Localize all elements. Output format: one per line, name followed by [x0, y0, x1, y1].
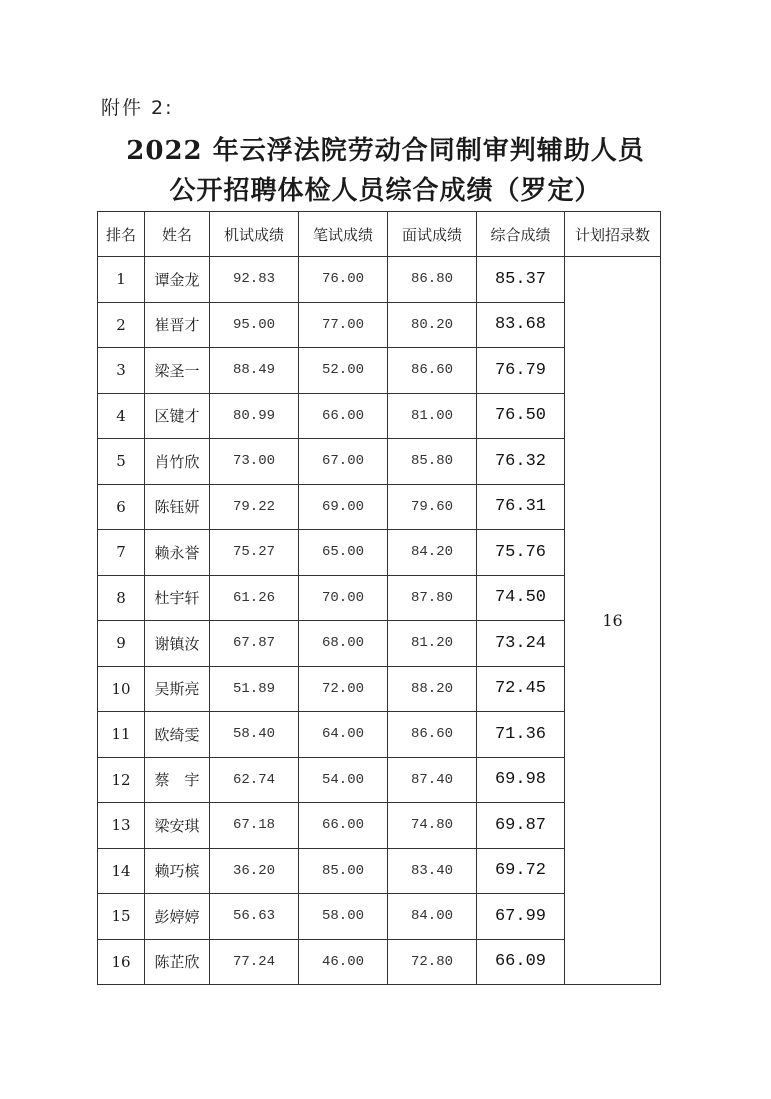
- cell-machine-score: 73.00: [210, 439, 299, 485]
- cell-machine-score: 75.27: [210, 530, 299, 576]
- document-title-line1: 2022 年云浮法院劳动合同制审判辅助人员: [126, 136, 645, 166]
- cell-name: 赖巧槟: [145, 848, 210, 894]
- cell-rank: 14: [98, 848, 145, 894]
- cell-total-score: 69.87: [477, 803, 565, 849]
- cell-written-score: 67.00: [299, 439, 388, 485]
- cell-rank: 15: [98, 894, 145, 940]
- cell-rank: 7: [98, 530, 145, 576]
- cell-name: 梁圣一: [145, 348, 210, 394]
- cell-rank: 5: [98, 439, 145, 485]
- header-rank: 排名: [98, 212, 145, 257]
- cell-total-score: 76.79: [477, 348, 565, 394]
- cell-name: 谢镇汝: [145, 621, 210, 667]
- cell-interview-score: 84.20: [388, 530, 477, 576]
- cell-rank: 4: [98, 393, 145, 439]
- table-body: [98, 257, 661, 985]
- cell-plan-count: 16: [565, 257, 661, 985]
- cell-total-score: 69.98: [477, 757, 565, 803]
- cell-total-score: 83.68: [477, 302, 565, 348]
- score-table: [97, 211, 661, 985]
- cell-rank: 1: [98, 257, 145, 303]
- cell-name: 杜宇轩: [145, 575, 210, 621]
- cell-name: 吴斯亮: [145, 666, 210, 712]
- cell-name: 谭金龙: [145, 257, 210, 303]
- cell-interview-score: 83.40: [388, 848, 477, 894]
- cell-total-score: 71.36: [477, 712, 565, 758]
- cell-interview-score: 74.80: [388, 803, 477, 849]
- header-interview-score: 面试成绩: [388, 212, 477, 257]
- cell-total-score: 72.45: [477, 666, 565, 712]
- attachment-label: 附件 2:: [101, 97, 174, 119]
- cell-written-score: 46.00: [299, 939, 388, 985]
- cell-written-score: 70.00: [299, 575, 388, 621]
- cell-total-score: 76.50: [477, 393, 565, 439]
- cell-machine-score: 80.99: [210, 393, 299, 439]
- cell-name: 区键才: [145, 393, 210, 439]
- cell-written-score: 69.00: [299, 484, 388, 530]
- cell-written-score: 85.00: [299, 848, 388, 894]
- cell-machine-score: 56.63: [210, 894, 299, 940]
- cell-rank: 2: [98, 302, 145, 348]
- cell-interview-score: 88.20: [388, 666, 477, 712]
- cell-machine-score: 51.89: [210, 666, 299, 712]
- cell-total-score: 69.72: [477, 848, 565, 894]
- cell-written-score: 54.00: [299, 757, 388, 803]
- cell-rank: 10: [98, 666, 145, 712]
- cell-total-score: 66.09: [477, 939, 565, 985]
- cell-name: 崔晋才: [145, 302, 210, 348]
- cell-rank: 11: [98, 712, 145, 758]
- cell-total-score: 73.24: [477, 621, 565, 667]
- cell-interview-score: 81.00: [388, 393, 477, 439]
- cell-interview-score: 84.00: [388, 894, 477, 940]
- cell-interview-score: 72.80: [388, 939, 477, 985]
- cell-interview-score: 80.20: [388, 302, 477, 348]
- cell-total-score: 75.76: [477, 530, 565, 576]
- cell-written-score: 66.00: [299, 393, 388, 439]
- header-total-score: 综合成绩: [477, 212, 565, 257]
- cell-interview-score: 87.80: [388, 575, 477, 621]
- document-title-line2: 公开招聘体检人员综合成绩（罗定）: [169, 176, 602, 206]
- cell-interview-score: 85.80: [388, 439, 477, 485]
- cell-rank: 9: [98, 621, 145, 667]
- cell-interview-score: 81.20: [388, 621, 477, 667]
- cell-written-score: 77.00: [299, 302, 388, 348]
- cell-total-score: 76.31: [477, 484, 565, 530]
- cell-machine-score: 95.00: [210, 302, 299, 348]
- header-machine-score: 机试成绩: [210, 212, 299, 257]
- cell-total-score: 85.37: [477, 257, 565, 303]
- cell-interview-score: 87.40: [388, 757, 477, 803]
- cell-name: 赖永誉: [145, 530, 210, 576]
- cell-rank: 12: [98, 757, 145, 803]
- cell-written-score: 76.00: [299, 257, 388, 303]
- cell-name: 彭婷婷: [145, 894, 210, 940]
- cell-interview-score: 86.60: [388, 712, 477, 758]
- cell-name: 肖竹欣: [145, 439, 210, 485]
- cell-machine-score: 67.18: [210, 803, 299, 849]
- cell-machine-score: 79.22: [210, 484, 299, 530]
- cell-written-score: 68.00: [299, 621, 388, 667]
- cell-name: 陈芷欣: [145, 939, 210, 985]
- cell-total-score: 74.50: [477, 575, 565, 621]
- header-plan-count: 计划招录数: [565, 212, 661, 257]
- cell-machine-score: 62.74: [210, 757, 299, 803]
- cell-written-score: 58.00: [299, 894, 388, 940]
- cell-total-score: 76.32: [477, 439, 565, 485]
- cell-written-score: 66.00: [299, 803, 388, 849]
- cell-rank: 16: [98, 939, 145, 985]
- cell-machine-score: 61.26: [210, 575, 299, 621]
- cell-interview-score: 86.60: [388, 348, 477, 394]
- cell-rank: 13: [98, 803, 145, 849]
- cell-machine-score: 58.40: [210, 712, 299, 758]
- cell-name: 陈钰妍: [145, 484, 210, 530]
- table-row: [98, 257, 661, 303]
- cell-rank: 6: [98, 484, 145, 530]
- header-name: 姓名: [145, 212, 210, 257]
- cell-name: 梁安琪: [145, 803, 210, 849]
- cell-total-score: 67.99: [477, 894, 565, 940]
- cell-machine-score: 36.20: [210, 848, 299, 894]
- cell-machine-score: 88.49: [210, 348, 299, 394]
- cell-written-score: 65.00: [299, 530, 388, 576]
- cell-written-score: 52.00: [299, 348, 388, 394]
- cell-machine-score: 92.83: [210, 257, 299, 303]
- cell-name: 蔡 宇: [145, 757, 210, 803]
- cell-rank: 8: [98, 575, 145, 621]
- cell-interview-score: 79.60: [388, 484, 477, 530]
- cell-machine-score: 77.24: [210, 939, 299, 985]
- header-written-score: 笔试成绩: [299, 212, 388, 257]
- cell-written-score: 64.00: [299, 712, 388, 758]
- cell-interview-score: 86.80: [388, 257, 477, 303]
- table-header-row: [98, 212, 661, 257]
- cell-machine-score: 67.87: [210, 621, 299, 667]
- cell-written-score: 72.00: [299, 666, 388, 712]
- cell-rank: 3: [98, 348, 145, 394]
- cell-name: 欧绮雯: [145, 712, 210, 758]
